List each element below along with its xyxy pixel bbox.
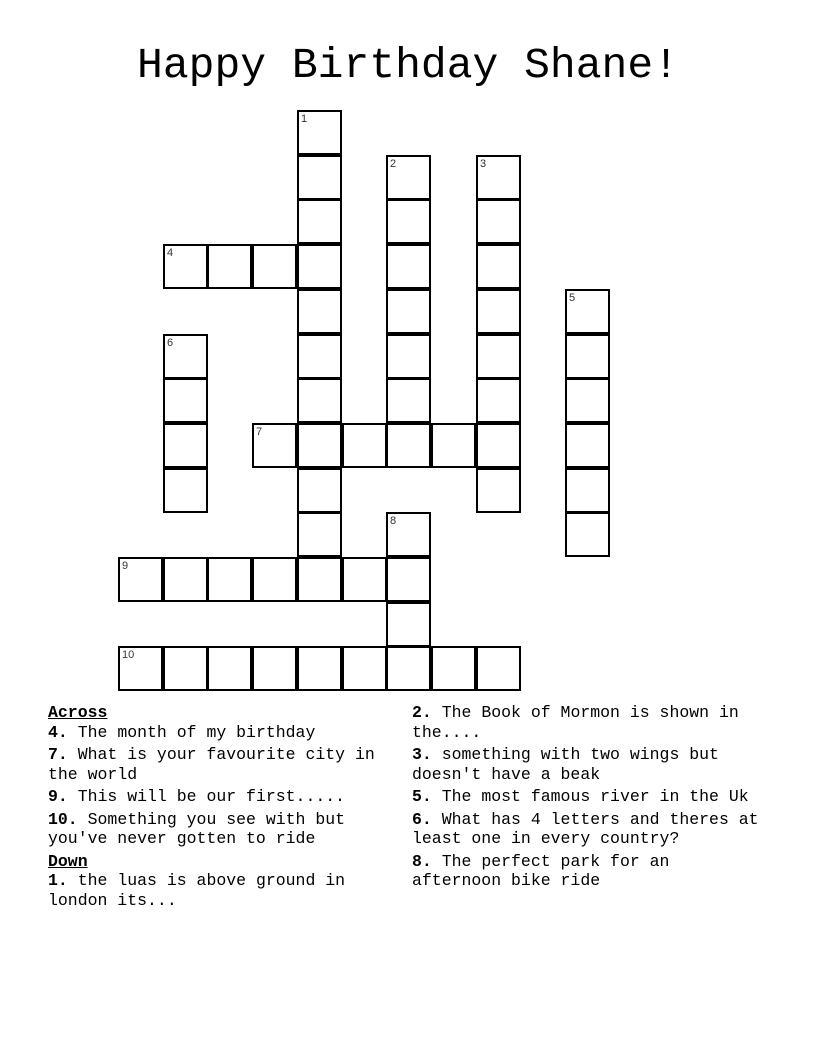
grid-cell[interactable] — [297, 557, 342, 602]
grid-cell[interactable] — [252, 646, 297, 691]
clue-across-4 — [48, 723, 410, 743]
clue-text: Something you see with but you've never gotten to ride — [48, 809, 346, 848]
cell-number: 8 — [390, 515, 397, 527]
clue-number: 7. — [48, 745, 68, 764]
clue-number: 9. — [48, 787, 68, 806]
cell-number: 10 — [122, 649, 135, 661]
grid-cell[interactable] — [163, 423, 208, 468]
grid-cell[interactable] — [207, 646, 252, 691]
grid-cell[interactable] — [297, 199, 342, 244]
grid-cell[interactable] — [386, 289, 431, 334]
grid-cell[interactable] — [565, 378, 610, 423]
grid-cell[interactable] — [476, 244, 521, 289]
grid-cell[interactable] — [386, 334, 431, 379]
down-heading: Down — [48, 851, 88, 871]
clue-down-6 — [412, 810, 762, 849]
cell-number: 6 — [167, 337, 174, 349]
clue-number: 8. — [412, 851, 432, 871]
grid-cell[interactable] — [118, 557, 163, 602]
clue-number: 10. — [48, 809, 78, 829]
grid-cell[interactable] — [163, 646, 208, 691]
grid-cell[interactable] — [386, 199, 431, 244]
cell-number: 1 — [301, 113, 308, 125]
clue-down-2 — [412, 703, 762, 742]
grid-cell[interactable] — [342, 423, 387, 468]
grid-cell[interactable] — [163, 378, 208, 423]
grid-cell[interactable] — [476, 155, 521, 200]
grid-cell[interactable] — [386, 155, 431, 200]
grid-cell[interactable] — [297, 155, 342, 200]
clue-down-1 — [48, 871, 410, 910]
grid-cell[interactable] — [118, 646, 163, 691]
grid-cell[interactable] — [565, 334, 610, 379]
cell-number: 9 — [122, 560, 129, 572]
clue-text: What is your favourite city in the world — [48, 745, 375, 784]
grid-cell[interactable] — [386, 244, 431, 289]
grid-cell[interactable] — [297, 244, 342, 289]
grid-cell[interactable] — [163, 557, 208, 602]
grid-cell[interactable] — [386, 557, 431, 602]
grid-cell[interactable] — [565, 512, 610, 557]
grid-cell[interactable] — [476, 468, 521, 513]
grid-cell[interactable] — [431, 423, 476, 468]
grid-cell[interactable] — [297, 334, 342, 379]
page-title: Happy Birthday Shane! — [137, 41, 679, 90]
clue-across-9 — [48, 787, 410, 807]
clue-number: 3. — [412, 745, 432, 764]
clue-text: The perfect park for an afternoon bike ride — [412, 851, 670, 890]
cell-number: 4 — [167, 247, 174, 259]
grid-cell[interactable] — [476, 378, 521, 423]
grid-cell[interactable] — [297, 378, 342, 423]
clues-right-column — [412, 703, 762, 894]
grid-cell[interactable] — [297, 110, 342, 155]
clue-text: The Book of Mormon is shown in the.... — [412, 703, 739, 742]
clue-down-3 — [412, 745, 762, 784]
grid-cell[interactable] — [252, 557, 297, 602]
grid-cell[interactable] — [386, 512, 431, 557]
grid-cell[interactable] — [163, 334, 208, 379]
grid-cell[interactable] — [297, 423, 342, 468]
clue-down-8 — [412, 852, 762, 891]
grid-cell[interactable] — [565, 468, 610, 513]
grid-cell[interactable] — [431, 646, 476, 691]
grid-cell[interactable] — [476, 199, 521, 244]
grid-cell[interactable] — [386, 378, 431, 423]
grid-cell[interactable] — [163, 244, 208, 289]
clues-left-column — [48, 703, 410, 913]
clue-number: 4. — [48, 722, 68, 742]
grid-cell[interactable] — [386, 646, 431, 691]
clue-number: 1. — [48, 871, 68, 890]
grid-cell[interactable] — [342, 557, 387, 602]
across-heading: Across — [48, 703, 108, 722]
cell-number: 5 — [569, 292, 576, 304]
grid-cell[interactable] — [207, 557, 252, 602]
clue-text: The month of my birthday — [77, 722, 316, 742]
grid-cell[interactable] — [297, 468, 342, 513]
grid-cell[interactable] — [297, 289, 342, 334]
grid-cell[interactable] — [476, 423, 521, 468]
clue-number: 6. — [412, 809, 432, 829]
grid-cell[interactable] — [565, 289, 610, 334]
grid-cell[interactable] — [476, 646, 521, 691]
grid-cell[interactable] — [252, 244, 297, 289]
clue-text: What has 4 letters and theres at least one in every country? — [412, 809, 759, 848]
grid-cell[interactable] — [163, 468, 208, 513]
grid-cell[interactable] — [386, 602, 431, 647]
clue-text: something with two wings but doesn't have a beak — [412, 745, 719, 784]
clue-across-10 — [48, 810, 410, 849]
grid-cell[interactable] — [386, 423, 431, 468]
cell-number: 7 — [256, 426, 263, 438]
cell-number: 2 — [390, 158, 397, 170]
grid-cell[interactable] — [476, 289, 521, 334]
clue-number: 5. — [412, 787, 432, 806]
grid-cell[interactable] — [476, 334, 521, 379]
clue-text: This will be our first..... — [77, 787, 346, 806]
grid-cell[interactable] — [297, 646, 342, 691]
grid-cell[interactable] — [565, 423, 610, 468]
clue-across-7 — [48, 745, 410, 784]
cell-number: 3 — [480, 158, 487, 170]
clue-text: The most famous river in the Uk — [441, 787, 749, 806]
grid-cell[interactable] — [342, 646, 387, 691]
clue-text: the luas is above ground in london its... — [48, 871, 346, 910]
clue-number: 2. — [412, 703, 432, 722]
clue-down-5 — [412, 787, 762, 807]
grid-cell[interactable] — [297, 512, 342, 557]
grid-cell[interactable] — [207, 244, 252, 289]
grid-cell[interactable] — [252, 423, 297, 468]
